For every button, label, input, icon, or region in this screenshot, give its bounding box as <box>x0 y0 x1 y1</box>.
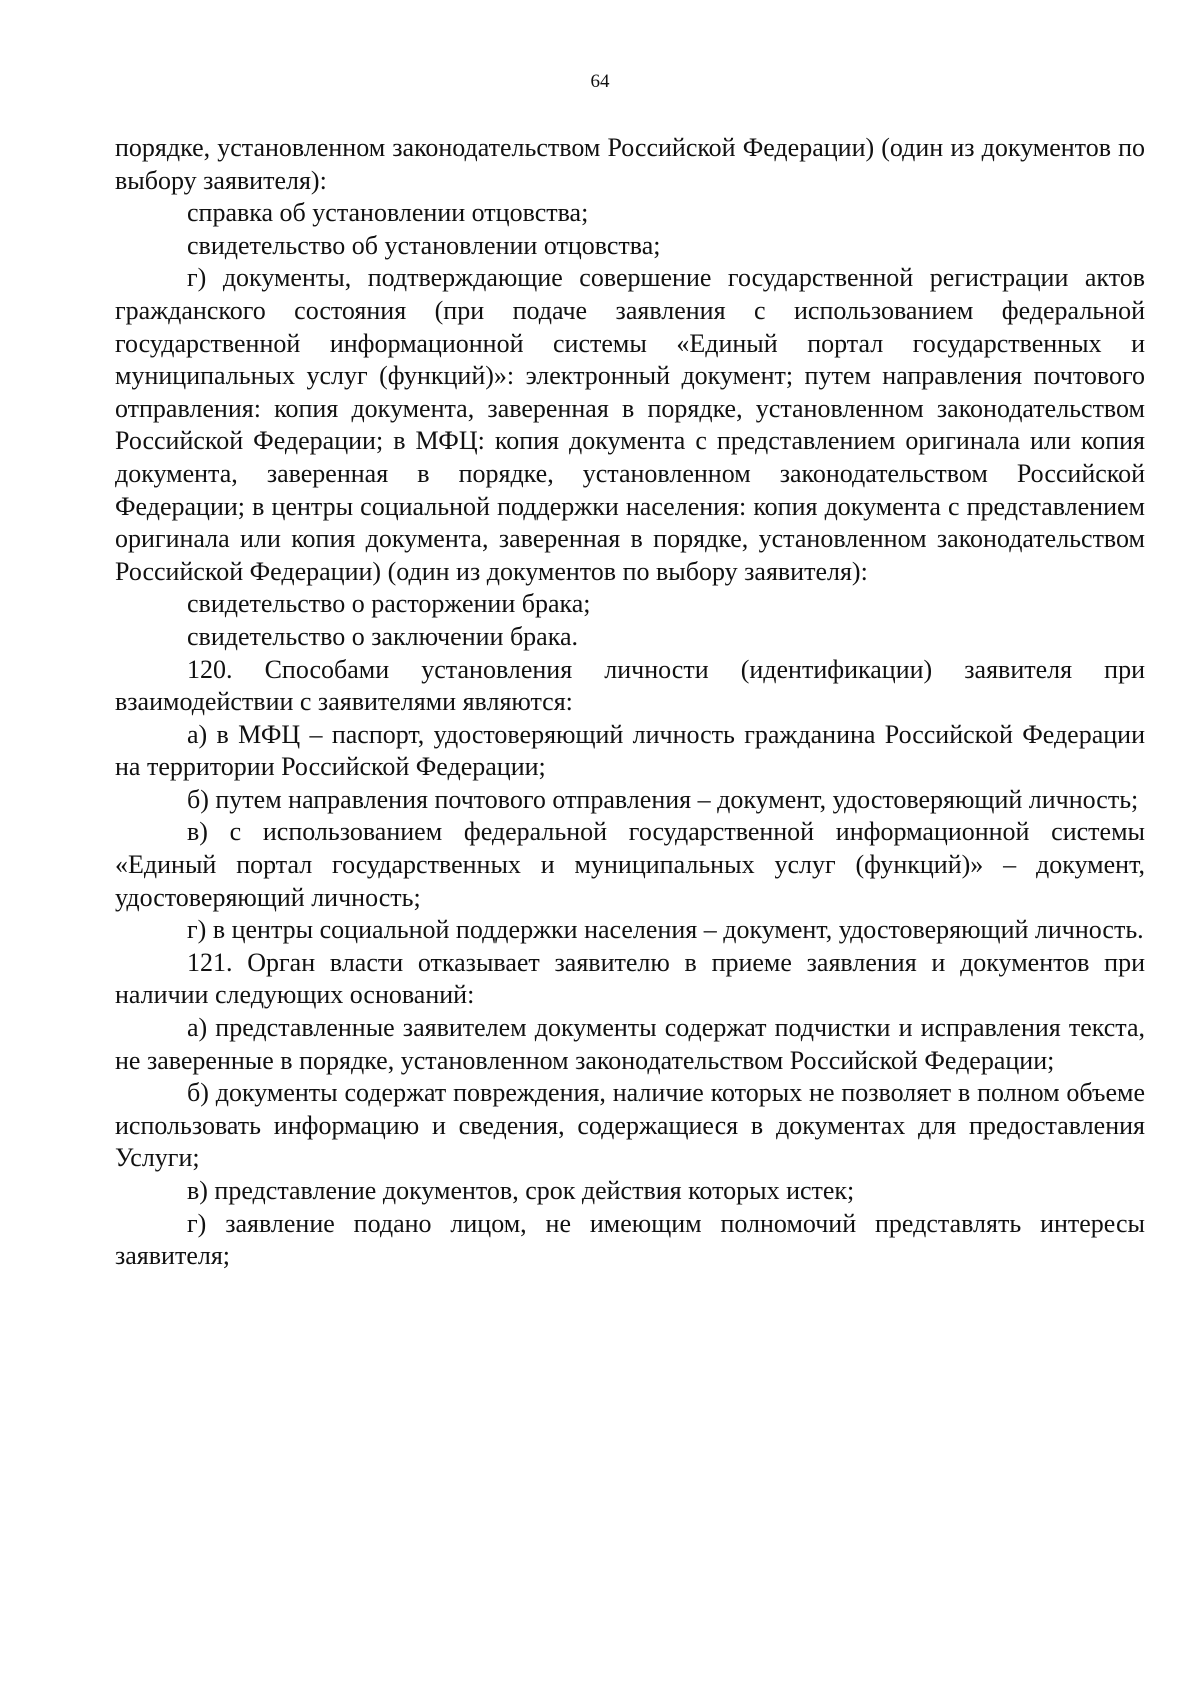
clause-121: 121. Орган власти отказывает заявителю в приеме заявления и документов при наличии следующих оснований: <box>115 947 1145 1010</box>
paragraph: г) в центры социальной поддержки населения – документ, удостоверяющий личность. <box>187 915 1144 945</box>
paragraph: б) путем направления почтового отправления – документ, удостоверяющий личность; <box>187 784 1139 814</box>
paragraph: б) документы содержат повреждения, наличие которых не позволяет в полном объеме использовать информацию и сведения, содержащиеся в документах для предоставления Услуги; <box>115 1078 1145 1173</box>
list-item: свидетельство об установлении отцовства; <box>187 230 661 260</box>
list-item: свидетельство о расторжении брака; <box>187 589 591 619</box>
list-item: справка об установлении отцовства; <box>187 198 589 228</box>
page-number: 64 <box>590 71 610 92</box>
paragraph: г) заявление подано лицом, не имеющим полномочий представлять интересы заявителя; <box>115 1208 1145 1271</box>
paragraph: а) в МФЦ – паспорт, удостоверяющий личность гражданина Российской Федерации на территории Российской Федерации; <box>115 719 1145 782</box>
paragraph: порядке, установленном законодательством Российской Федерации) (один из документов по выбору заявителя): <box>115 133 1145 195</box>
paragraph: в) представление документов, срок действия которых истек; <box>187 1176 855 1205</box>
paragraph: г) документы, подтверждающие совершение государственной регистрации актов гражданского состояния (при подаче заявления с использованием федеральной государственной информационной системы «Единый портал государственных и муниципальных услуг (функций)»: электронный документ; путем направления почтового отправления: копия документа, заверенная в порядке, установленном законодательством Российской Федерации; в МФЦ: копия документа с представлением оригинала или копия документа, заверенная в порядке, установленном законодательством Российской Федерации; в центры социальной поддержки населения: копия документа с представлением оригинала или копия документа, заверенная в порядке, установленном законодательством Российской Федерации) (один из документов по выбору заявителя): <box>115 263 1145 586</box>
paragraph: а) представленные заявителем документы содержат подчистки и исправления текста, не заверенные в порядке, установленном законодательством Российской Федерации; <box>115 1013 1145 1075</box>
paragraph: в) с использованием федеральной государственной информационной системы «Единый портал государственных и муниципальных услуг (функций)» – документ, удостоверяющий личность; <box>115 817 1145 912</box>
clause-120: 120. Способами установления личности (идентификации) заявителя при взаимодействии с заявителями являются: <box>115 654 1145 717</box>
list-item: свидетельство о заключении брака. <box>187 621 578 651</box>
document-body <box>115 132 1145 1273</box>
